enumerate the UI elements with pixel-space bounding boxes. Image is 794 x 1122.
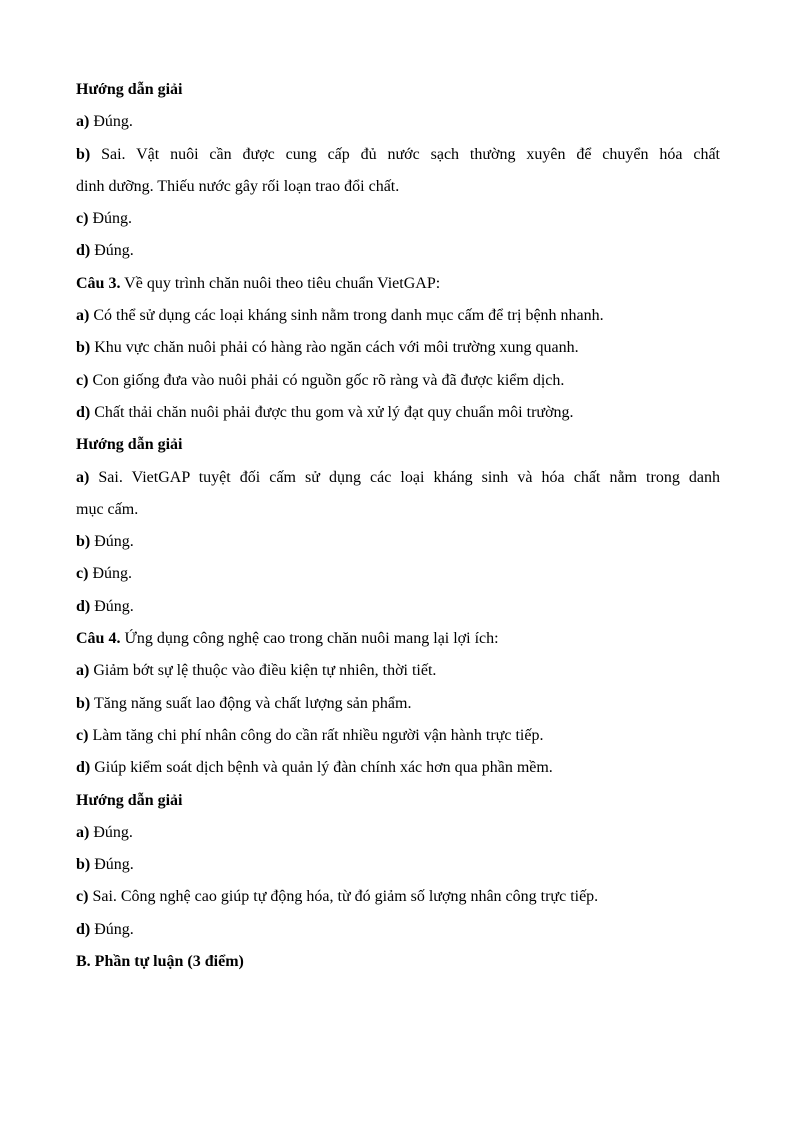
answer-text: Đúng. <box>88 565 132 583</box>
answer-text: Sai. VietGAP tuyệt đối cấm sử dụng các loại kháng sinh và hóa chất nằm trong danh <box>89 468 720 486</box>
answer-text: Đúng. <box>90 856 134 874</box>
option-label: b) <box>76 339 91 357</box>
question-text: Về quy trình chăn nuôi theo tiêu chuẩn VietGAP: <box>120 274 441 292</box>
option-label: c) <box>76 371 89 389</box>
option-label: b) <box>76 694 91 712</box>
answer-label: d) <box>76 920 91 938</box>
answer-label: a) <box>76 113 90 131</box>
option-text: Làm tăng chi phí nhân công do cần rất nhiều người vận hành trực tiếp. <box>88 726 544 744</box>
answer-text: Đúng. <box>88 210 132 228</box>
question-4-stem <box>76 623 720 655</box>
answer-text: mục cấm. <box>76 500 139 518</box>
question-text: Ứng dụng công nghệ cao trong chăn nuôi mang lại lợi ích: <box>120 630 499 648</box>
option-text: Có thể sử dụng các loại kháng sinh nằm trong danh mục cấm để trị bệnh nhanh. <box>89 307 604 325</box>
answer-key-heading: Hướng dẫn giải <box>76 436 183 454</box>
answer-label: a) <box>76 823 90 841</box>
question-option <box>76 397 720 429</box>
option-label: a) <box>76 307 90 325</box>
question-option <box>76 720 720 752</box>
answer-key-heading: Hướng dẫn giải <box>76 81 183 98</box>
option-text: Khu vực chăn nuôi phải có hàng rào ngăn cách với môi trường xung quanh. <box>90 339 579 357</box>
answer-label: b) <box>76 533 91 551</box>
answer-item-continuation <box>76 171 720 203</box>
answer-text: Đúng. <box>90 533 134 551</box>
answer-item <box>76 817 720 849</box>
option-text: Giảm bớt sự lệ thuộc vào điều kiện tự nhiên, thời tiết. <box>89 662 437 680</box>
option-text: Con giống đưa vào nuôi phải có nguồn gốc rõ ràng và đã được kiểm dịch. <box>88 371 565 389</box>
question-option <box>76 300 720 332</box>
answer-item <box>76 914 720 946</box>
answer-item <box>76 106 720 138</box>
question-option <box>76 655 720 687</box>
question-label: Câu 3. <box>76 274 121 292</box>
question-label: Câu 4. <box>76 630 121 648</box>
answer-item <box>76 881 720 913</box>
answer-label: b) <box>76 856 91 874</box>
answer-label: d) <box>76 242 91 260</box>
document-page <box>76 74 720 978</box>
option-label: c) <box>76 726 89 744</box>
answer-text: Đúng. <box>89 113 133 131</box>
part-b-heading: B. Phần tự luận (3 điểm) <box>76 953 244 971</box>
answer-label: c) <box>76 565 89 583</box>
answer-item <box>76 139 720 171</box>
option-text: Tăng năng suất lao động và chất lượng sản phẩm. <box>90 694 412 712</box>
question-option <box>76 332 720 364</box>
answer-key-heading: Hướng dẫn giải <box>76 791 183 809</box>
answer-text: dinh dưỡng. Thiếu nước gây rối loạn trao đổi chất. <box>76 177 400 195</box>
answer-text: Đúng. <box>90 242 134 260</box>
answer-text: Đúng. <box>90 920 134 938</box>
question-option <box>76 365 720 397</box>
answer-item <box>76 558 720 590</box>
answer-item <box>76 591 720 623</box>
answer-label: c) <box>76 210 89 228</box>
answer-item <box>76 462 720 494</box>
answer-text: Sai. Công nghệ cao giúp tự động hóa, từ đó giảm số lượng nhân công trực tiếp. <box>88 888 599 906</box>
answer-label: b) <box>76 145 91 163</box>
option-text: Giúp kiểm soát dịch bệnh và quản lý đàn chính xác hơn qua phần mềm. <box>90 759 553 777</box>
answer-item <box>76 526 720 558</box>
answer-item <box>76 235 720 267</box>
answer-item-continuation <box>76 494 720 526</box>
answer-text: Sai. Vật nuôi cần được cung cấp đủ nước sạch thường xuyên để chuyển hóa chất <box>90 145 720 163</box>
answer-label: d) <box>76 597 91 615</box>
question-option <box>76 752 720 784</box>
answer-label: c) <box>76 888 89 906</box>
option-label: d) <box>76 403 91 421</box>
option-text: Chất thải chăn nuôi phải được thu gom và xử lý đạt quy chuẩn môi trường. <box>90 403 574 421</box>
answer-item <box>76 203 720 235</box>
answer-text: Đúng. <box>89 823 133 841</box>
answer-label: a) <box>76 468 90 486</box>
question-3-stem <box>76 268 720 300</box>
answer-item <box>76 849 720 881</box>
question-option <box>76 688 720 720</box>
option-label: d) <box>76 759 91 777</box>
option-label: a) <box>76 662 90 680</box>
answer-text: Đúng. <box>90 597 134 615</box>
